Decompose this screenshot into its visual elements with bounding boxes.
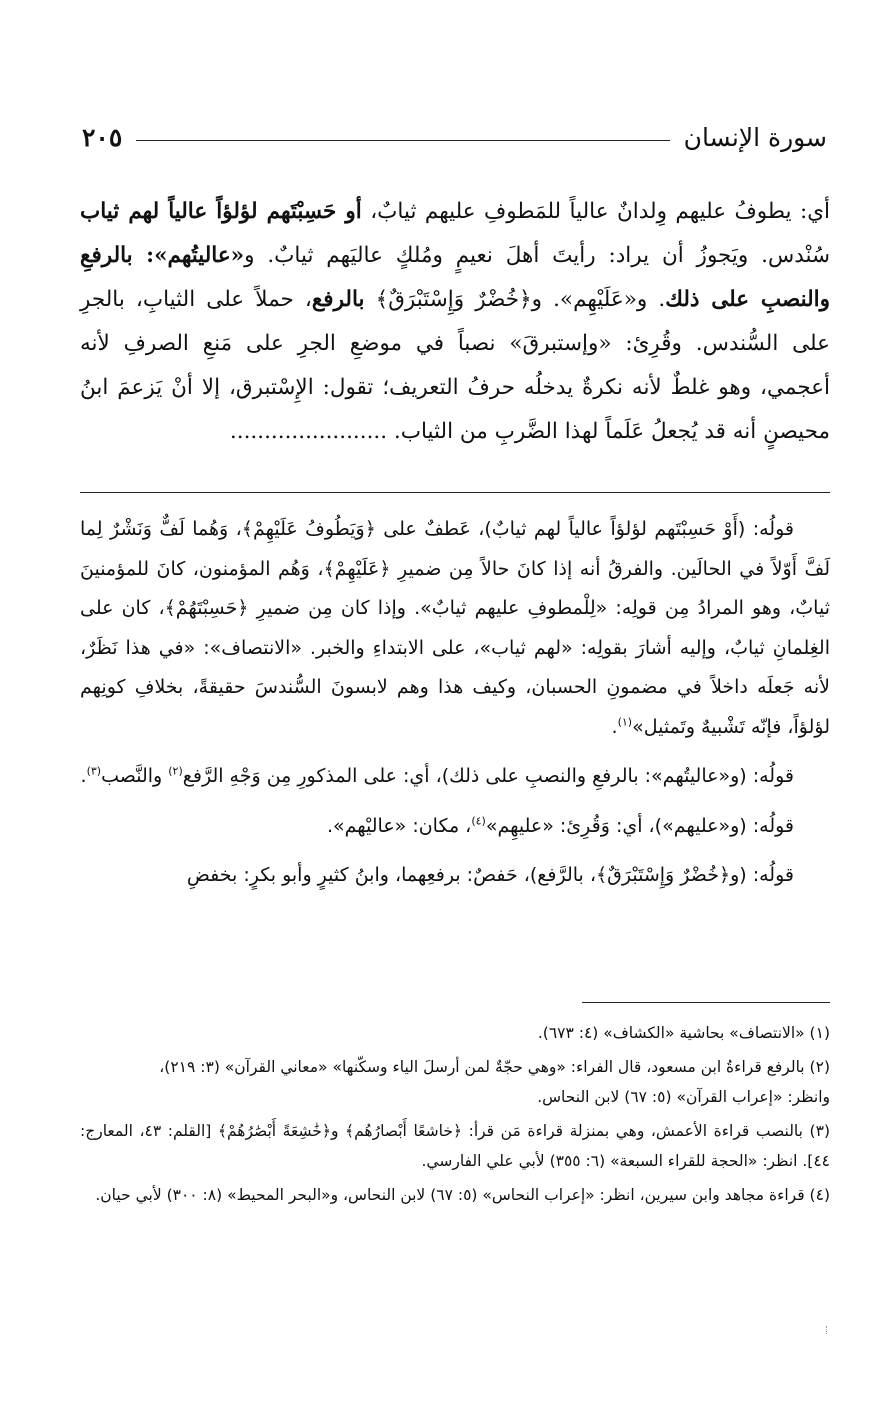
footnote-ref: (٣) [86,764,102,778]
main-text-run: ، حملاً على الثيابِ، بالجرِ على السُّندس. وقُرِئ: «وإستبرقَ» نصباً في موضعِ الجرِ على مَنعِ الصرفِ لأنه أعجمي، وهو غلطٌ لأنه نكرةٌ يدخلُه حرفُ التعريف؛ تقول: الإِسْتبرق، إلا أنْ يَزعمَ ابنُ محيصنٍ أنه قد يُجعلُ عَلَماً لهذا الضَّربِ من الثياب. ....................... [80,287,830,444]
main-text-bold-run: أو حَسِبْتَهم لؤلؤاً عالياً لهم ثياب [80,199,362,224]
commentary-text: والنَّصب [101,765,169,787]
main-paragraph [80,190,830,454]
commentary-text: قولُه: (أَوْ حَسِبْتَهم لؤلؤاً عالياً لهم ثيابٌ)، عَطفٌ على ﴿وَيَطُوفُ عَلَيْهِمْ﴾، وَهُما لَفٌّ وَنَشْرٌ لِما لَفَّ أَوّلاً في الحالَين. والفرقُ أنه إذا كانَ حالاً مِن ضميرِ ﴿عَلَيْهِمْ﴾، وَهُم المؤمنون، كانَ للمؤمنينَ ثيابٌ، وهو المرادُ مِن قولِه: «لِلْمطوفِ عليهم ثيابٌ». وإذا كان مِن ضميرِ ﴿حَسِبْتَهُمْ﴾، كان على الغِلمانِ ثيابٌ، وإليه أشارَ بقولِه: «لهم ثياب»، على الابتداءِ والخبر. «الانتصاف»: «في هذا نَظَرٌ، لأنه جَعلَه داخلاً في مضمونِ الحسبان، وكيف هذا وهم لابسونَ السُّندسَ حقيقةً، بخلافِ كونِهم لؤلؤاً، فإنّه تَشْبيهٌ وتَمثيل» [80,518,830,738]
footnote-ref: (٢) [168,764,183,778]
footnote-text: (٢) بالرفع قراءةُ ابن مسعود، قال الفراء: «وهي حجّةٌ لمن أرسلَ الياء وسكّنها» «معاني القرآن» (٣: ٢١٩)، [159,1058,830,1076]
main-text-run: . و«عَلَيْهِم». و﴿خُضْرٌ وَإِسْتَبْرَقٌ﴾ [364,287,666,312]
commentary-paragraph [80,757,830,797]
main-text-bold-run: بالرفع [311,287,365,312]
footnotes [80,1018,830,1214]
page-header [82,112,827,162]
main-text [80,190,830,454]
main-text-run: سُنْدس. ويَجوزُ أن يراد: رأيتَ أهلَ نعيمٍ ومُلكٍ عاليَهم ثيابٌ. و [244,243,831,268]
main-text-bold-run: «عاليتُهم»: بالرفعِ والنصبِ على ذلك [80,243,830,312]
footnote: (٤) قراءة مجاهد وابن سيرين، انظر: «إعراب النحاس» (٥: ٦٧) لابن النحاس، و«البحر المحيط» (٨: ٣٠٠) لأبي حيان. [95,1186,830,1204]
footnote: (٣) بالنصب قراءة الأعمش، وهي بمنزلة قراءة مَن قرأ: ﴿خاشعًا أَبْصارُهُم﴾ و﴿خَٰشِعَةً أَبْصَٰرُهُمْ﴾ [القلم: ٤٣، المعارج: ٤٤]. انظر: «الحجة للقراء السبعة» (٦: ٣٥٥) لأبي علي الفارسي. [80,1122,830,1170]
commentary-paragraph [80,510,830,747]
commentary-paragraph [80,856,830,896]
footnote-text: وانظر: «إعراب القرآن» (٥: ٦٧) لابن النحاس. [537,1088,830,1106]
header-rule [136,140,669,141]
commentary-text: قولُه: (و«عاليتُهم»: بالرفعِ والنصبِ على ذلك)، أي: على المذكورِ مِن وَجْهِ الرَّفع [182,765,794,787]
footnote [80,1052,830,1112]
commentary-text: ، مكان: «عاليْهم». [326,814,472,837]
commentary-text: . [80,765,87,787]
main-text-run: أي: يطوفُ عليهم وِلدانٌ عالياً للمَطوفِ عليهم ثيابٌ، [361,199,830,224]
commentary-text: قولُه: (و﴿خُضْرٌ وَإِسْتَبْرَقٌ﴾، بالرَّفع)، حَفصٌ: برفعِهما، وابنُ كثيرٍ وأبو بكرٍ: بخفضِ [186,864,794,886]
section-separator [80,492,830,493]
footnote: (١) «الانتصاف» بحاشية «الكشاف» (٤: ٦٧٣). [537,1024,830,1042]
page-mark [826,1326,829,1334]
footnote-ref: (٤) [471,814,486,828]
commentary-text: قولُه: (و«عليهم»)، أي: وَقُرِئ: «عليهِم» [485,814,794,837]
commentary [80,510,830,896]
footnote-ref: (١) [617,715,633,729]
commentary-paragraph [80,807,830,847]
footnote-rule [582,1002,830,1003]
surah-title: سورة الإنسان [683,122,827,152]
page-number: ٢٠٥ [82,122,123,152]
commentary-text: . [611,715,618,738]
